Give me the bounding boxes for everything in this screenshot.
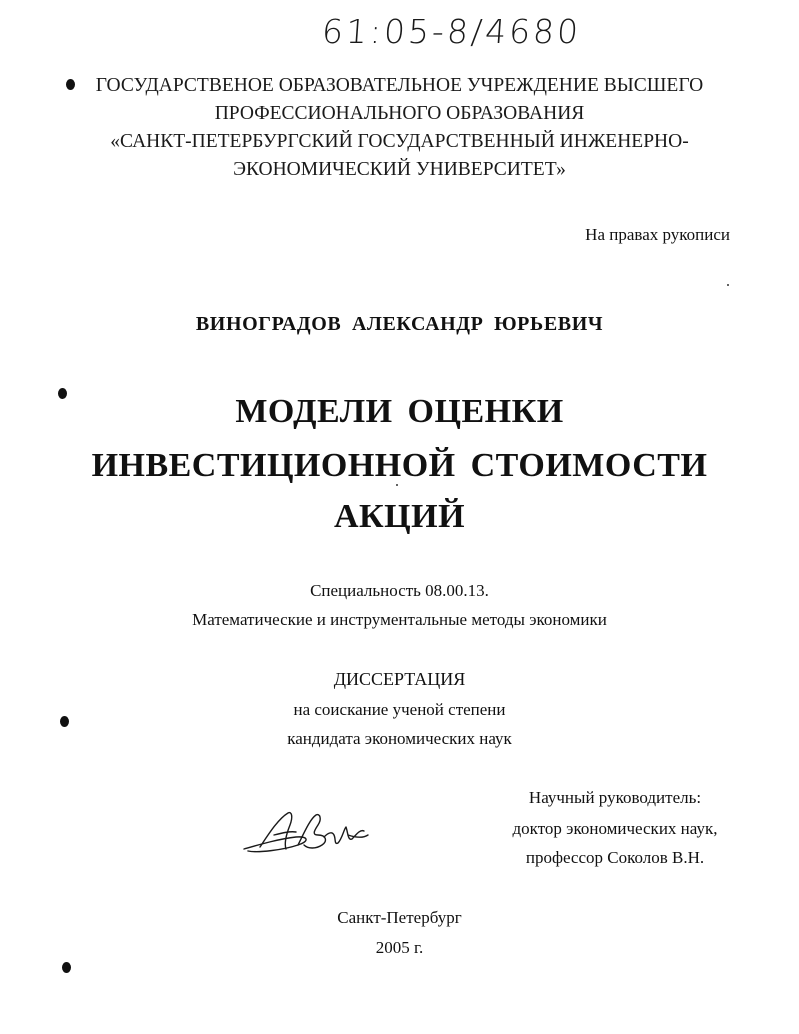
dissertation-degree: кандидата экономических наук: [287, 729, 512, 748]
punch-hole-mark: [66, 79, 75, 90]
year: 2005 г.: [375, 938, 424, 957]
specialty-code: Специальность 08.00.13.: [310, 581, 489, 600]
author-name: ВИНОГРАДОВ АЛЕКСАНДР ЮРЬЕВИЧ: [195, 313, 604, 335]
title-line-2: ИНВЕСТИЦИОННОЙ СТОИМОСТИ: [91, 447, 708, 484]
organization-line-3: «САНКТ-ПЕТЕРБУРГСКИЙ ГОСУДАРСТВЕННЫЙ ИНЖЕНЕРНО-: [110, 131, 689, 152]
city: Санкт-Петербург: [337, 908, 462, 927]
organization-line-2: ПРОФЕССИОНАЛЬНОГО ОБРАЗОВАНИЯ: [214, 103, 585, 124]
dissertation-purpose: на соискание ученой степени: [293, 700, 506, 719]
punch-hole-mark: [60, 716, 69, 727]
scan-speck: [727, 284, 729, 286]
signature-icon: [238, 805, 373, 860]
scan-speck: [396, 484, 398, 486]
supervisor-label: Научный руководитель:: [528, 788, 702, 807]
title-line-3: АКЦИЙ: [333, 498, 466, 535]
punch-hole-mark: [62, 962, 71, 973]
punch-hole-mark: [58, 388, 67, 399]
organization-line-1: ГОСУДАРСТВЕНОЕ ОБРАЗОВАТЕЛЬНОЕ УЧРЕЖДЕНИЕ ВЫСШЕГО: [95, 75, 704, 96]
dissertation-label: ДИССЕРТАЦИЯ: [333, 669, 466, 689]
supervisor-degree: доктор экономических наук,: [512, 819, 718, 838]
rights-note: На правах рукописи: [585, 225, 730, 244]
archive-number: 61:05-8/4680: [320, 12, 583, 51]
supervisor-name: профессор Соколов В.Н.: [525, 848, 705, 867]
title-line-1: МОДЕЛИ ОЦЕНКИ: [235, 393, 564, 430]
specialty-name: Математические и инструментальные методы экономики: [192, 610, 607, 629]
organization-line-4: ЭКОНОМИЧЕСКИЙ УНИВЕРСИТЕТ»: [233, 159, 566, 180]
